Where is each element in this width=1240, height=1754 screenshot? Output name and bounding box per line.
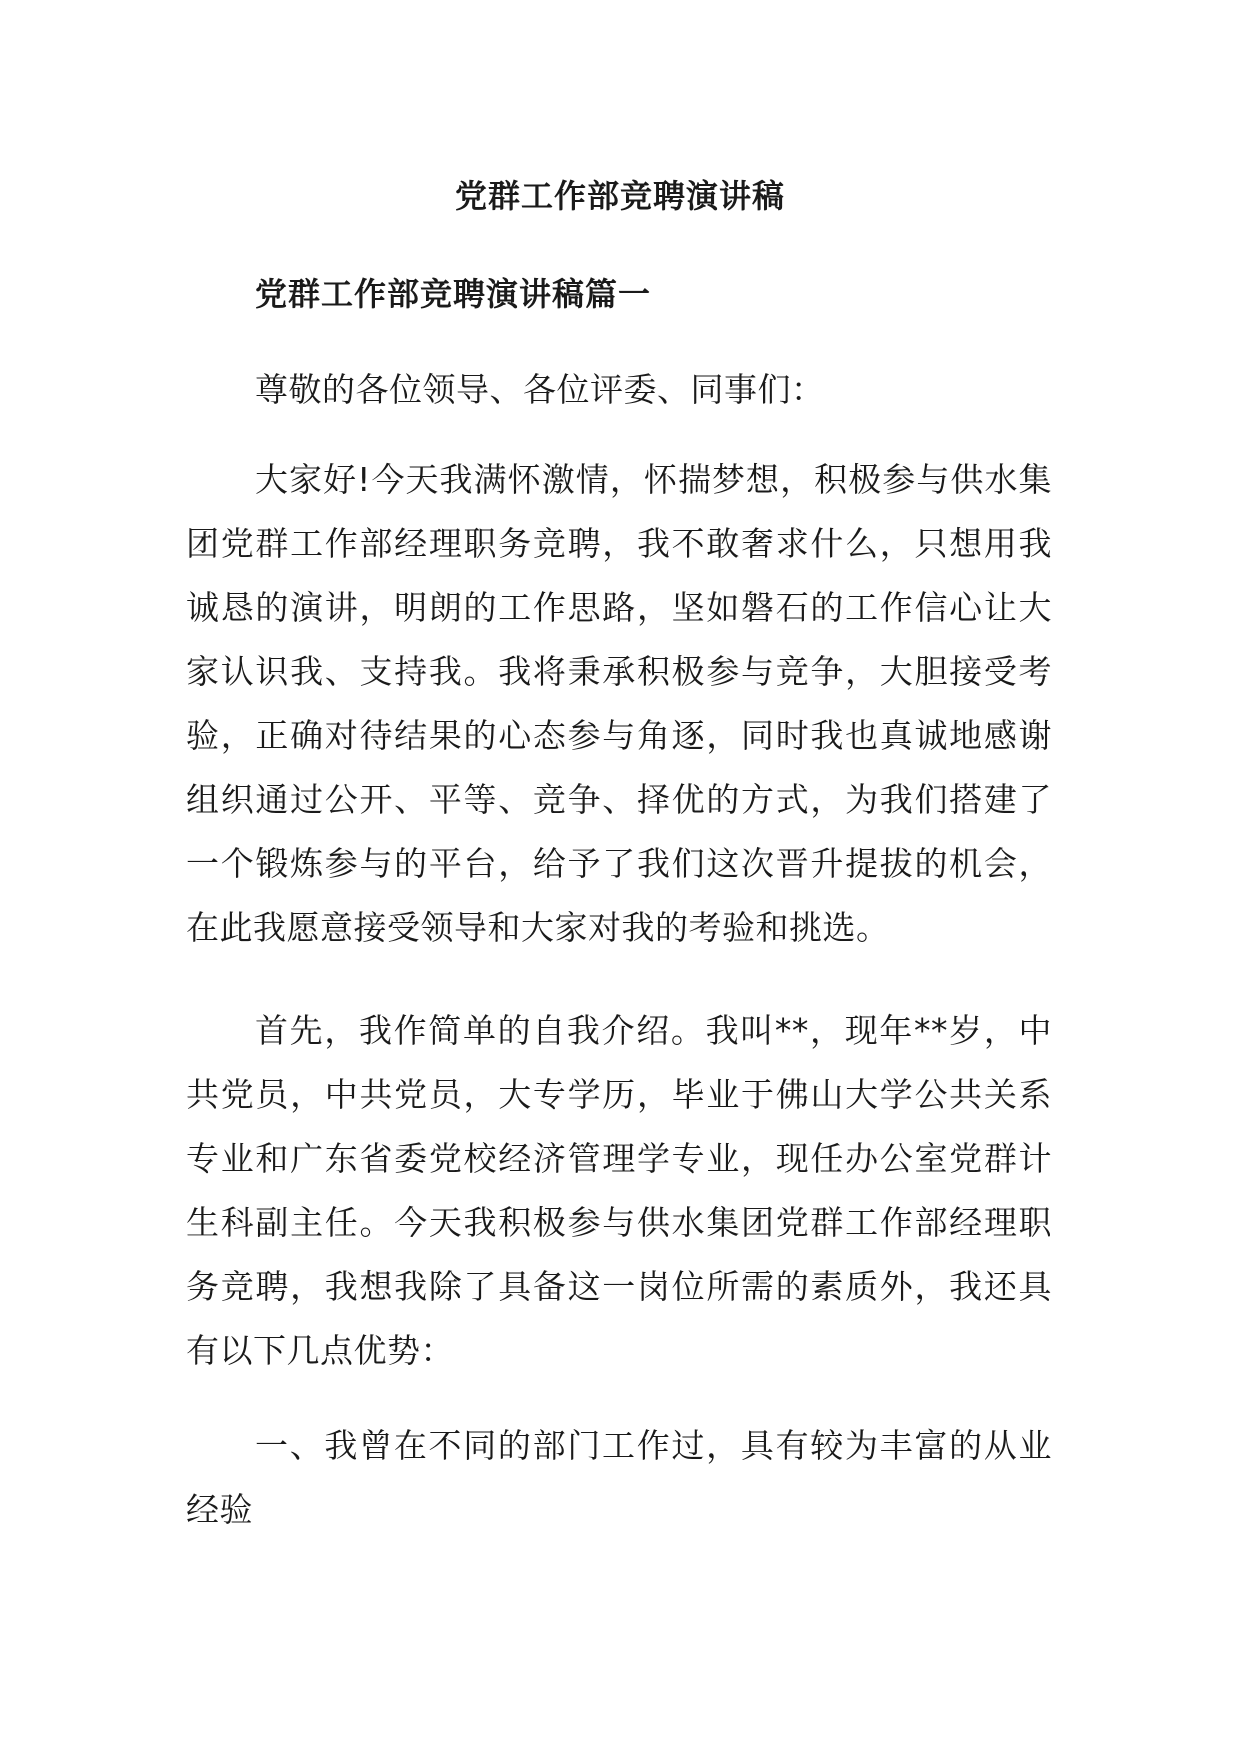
paragraph-greeting: 尊敬的各位领导、各位评委、同事们：	[255, 370, 825, 409]
document-subtitle: 党群工作部竞聘演讲稿篇一	[255, 275, 652, 313]
paragraph-self-introduction: 首先，我作简单的自我介绍。我叫**，现年**岁，中共党员，中共党员，大专学历，毕业于佛山大学公共关系专业和广东省委党校经济管理学专业，现任办公室党群计生科副主任。今天我积极参与供水集团党群工作部经理职务竞聘，我想我除了具备这一岗位所需的素质外，我还具有以下几点优势：	[186, 1011, 1052, 1370]
paragraph-point-one: 一、我曾在不同的部门工作过，具有较为丰富的从业经验	[186, 1426, 1052, 1529]
document-title: 党群工作部竞聘演讲稿	[454, 177, 785, 215]
paragraph-intro: 大家好!今天我满怀激情，怀揣梦想，积极参与供水集团党群工作部经理职务竞聘，我不敢奢求什么，只想用我诚恳的演讲，明朗的工作思路，坚如磐石的工作信心让大家认识我、支持我。我将秉承积极参与竞争，大胆接受考验，正确对待结果的心态参与角逐，同时我也真诚地感谢组织通过公开、平等、竞争、择优的方式，为我们搭建了一个锻炼参与的平台，给予了我们这次晋升提拔的机会，在此我愿意接受领导和大家对我的考验和挑选。	[186, 460, 1052, 947]
